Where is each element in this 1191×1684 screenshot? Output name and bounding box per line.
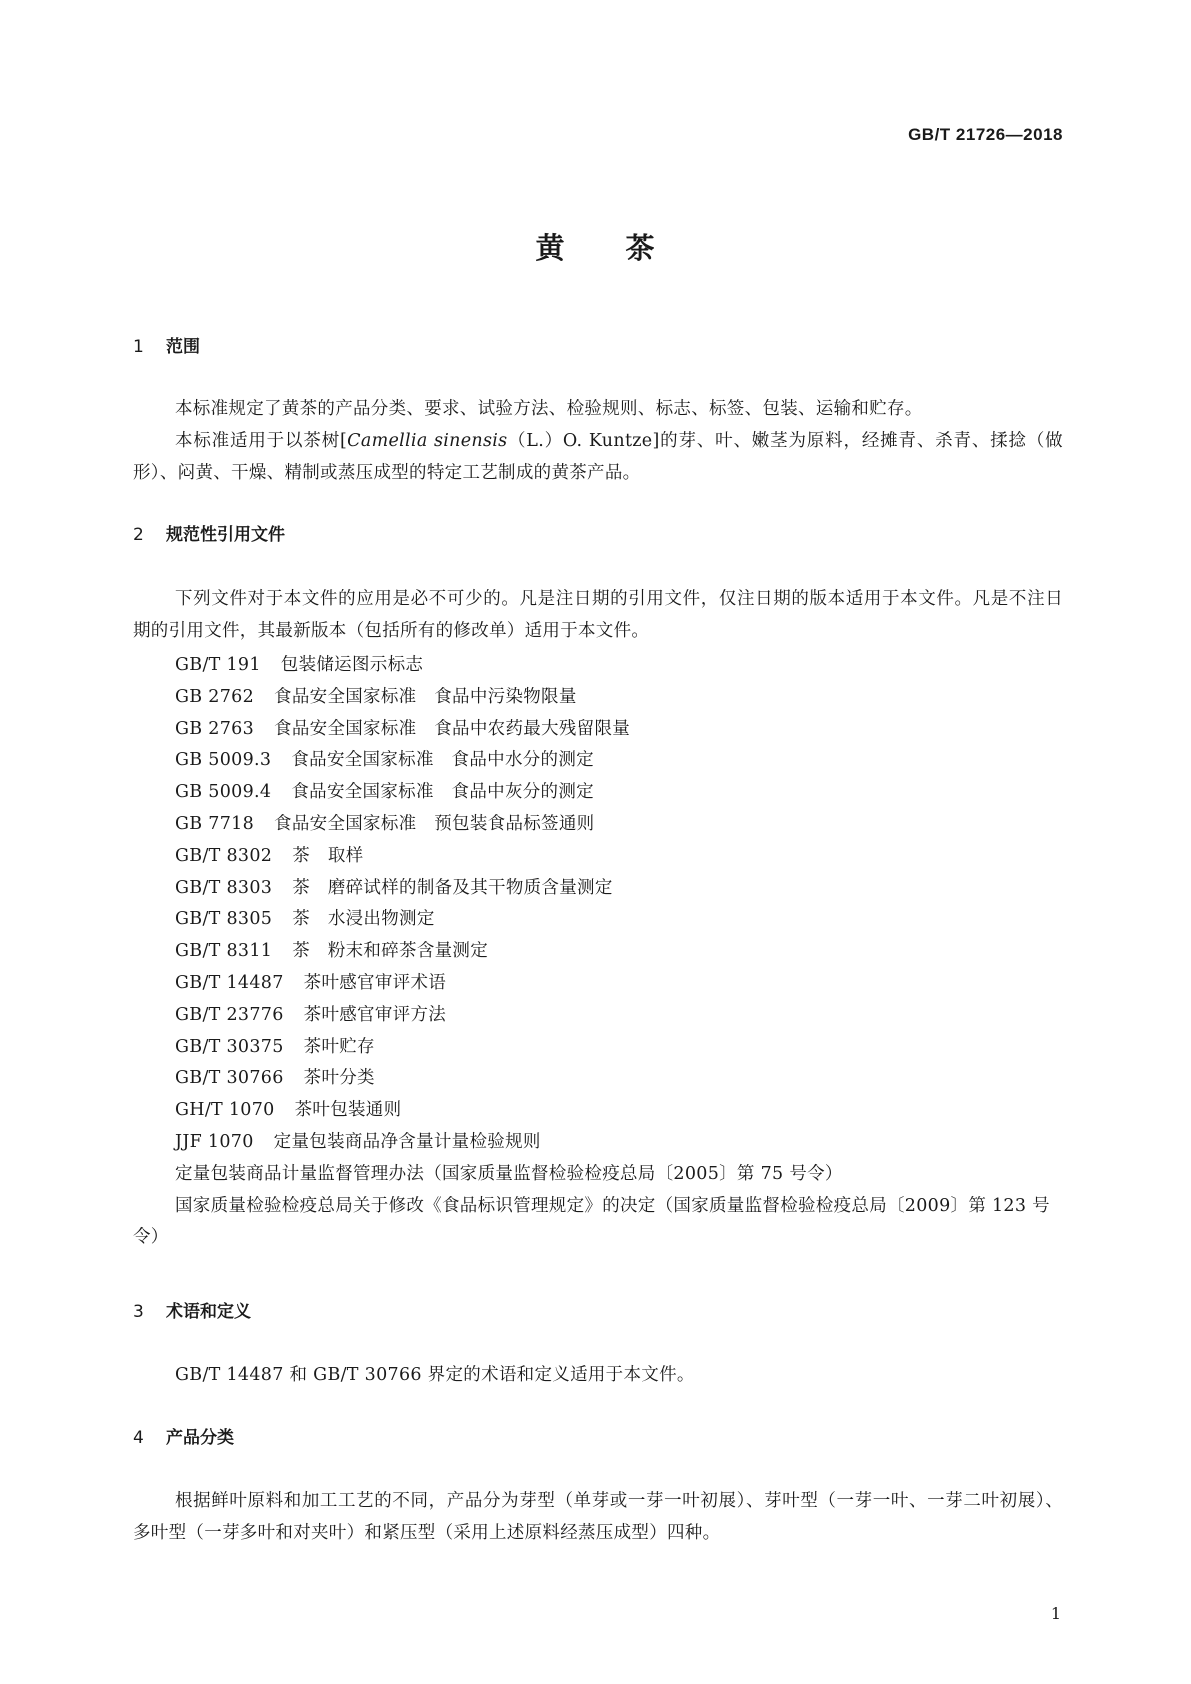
- reference-title: 茶叶感官审评方法: [303, 1004, 447, 1025]
- reference-item: [133, 1127, 1063, 1159]
- scope-text-before: 本标准适用于以茶树[: [175, 431, 348, 451]
- section-1-heading: [133, 337, 200, 357]
- reference-code: GB/T 30375: [175, 1036, 284, 1057]
- reference-code: GB 2762: [175, 686, 255, 707]
- reference-title: 食品安全国家标准 食品中水分的测定: [291, 750, 594, 771]
- classification-paragraph: 根据鲜叶原料和加工工艺的不同，产品分为芽型（单芽或一芽一叶初展）、芽叶型（一芽一叶、一芽二叶初展）、多叶型（一芽多叶和对夹叶）和紧压型（采用上述原料经蒸压成型）四种。: [133, 1491, 1063, 1543]
- section-number: 1: [133, 337, 144, 357]
- section-title: 范围: [166, 337, 200, 357]
- reference-title: 茶 水浸出物测定: [292, 909, 435, 930]
- reference-code: GB 2763: [175, 718, 255, 739]
- reference-code: GB/T 8303: [175, 877, 273, 898]
- reference-code: GB/T 23776: [175, 1004, 284, 1025]
- reference-code: GB 5009.3: [175, 750, 272, 771]
- reference-item: [133, 745, 1063, 777]
- reference-title: 食品安全国家标准 食品中污染物限量: [274, 686, 577, 707]
- reference-item: [133, 650, 1063, 682]
- reference-title: 茶叶包装通则: [294, 1100, 402, 1121]
- reference-title: 茶 磨碎试样的制备及其干物质含量测定: [292, 877, 613, 898]
- reference-code: GB/T 14487: [175, 972, 284, 993]
- scope-paragraph-2: [133, 426, 1063, 490]
- reference-item: [133, 904, 1063, 936]
- reference-item: [133, 1063, 1063, 1095]
- reference-item: [133, 873, 1063, 905]
- references-intro: 下列文件对于本文件的应用是必不可少的。凡是注日期的引用文件，仅注日期的版本适用于本文件。凡是不注日期的引用文件，其最新版本（包括所有的修改单）适用于本文件。: [133, 589, 1063, 641]
- reference-code: JJF 1070: [175, 1131, 254, 1152]
- reference-title: 茶 取样: [292, 845, 364, 866]
- reference-item: [133, 1095, 1063, 1127]
- reference-list: [133, 650, 1063, 1254]
- document-title: 黄 茶: [535, 231, 656, 265]
- reference-title: 定量包装商品净含量计量检验规则: [273, 1131, 541, 1152]
- reference-code: GB/T 191: [175, 655, 261, 675]
- scientific-name-genus: Camellia: [347, 431, 428, 451]
- reference-item: [133, 809, 1063, 841]
- reference-title: 茶叶贮存: [303, 1036, 375, 1057]
- reference-code: GB/T 8302: [175, 845, 273, 866]
- section-number: 2: [133, 525, 144, 545]
- reference-code: GH/T 1070: [175, 1100, 275, 1121]
- section-3-heading: [133, 1302, 251, 1322]
- reference-title: 包装储运图示标志: [280, 655, 424, 675]
- reference-title: 食品安全国家标准 预包装食品标签通则: [274, 813, 595, 834]
- terms-paragraph: GB/T 14487 和 GB/T 30766 界定的术语和定义适用于本文件。: [175, 1365, 695, 1385]
- reference-item: [133, 777, 1063, 809]
- reference-title: 食品安全国家标准 食品中灰分的测定: [291, 782, 594, 803]
- reference-item: [133, 936, 1063, 968]
- reference-item: [133, 968, 1063, 1000]
- reference-item: [133, 1032, 1063, 1064]
- reference-code: GB 5009.4: [175, 782, 272, 803]
- section-title: 产品分类: [166, 1428, 234, 1448]
- reference-code: GB/T 8305: [175, 909, 273, 930]
- reference-code: GB/T 8311: [175, 941, 273, 962]
- reference-item: 定量包装商品计量监督管理办法（国家质量监督检验检疫总局〔2005〕第 75 号令）: [175, 1163, 843, 1184]
- reference-title: 茶叶分类: [303, 1068, 375, 1089]
- scope-paragraph-1: 本标准规定了黄茶的产品分类、要求、试验方法、检验规则、标志、标签、包装、运输和贮存。: [175, 399, 923, 419]
- reference-item: [133, 714, 1063, 746]
- section-number: 3: [133, 1302, 144, 1322]
- reference-item: [133, 841, 1063, 873]
- section-title: 规范性引用文件: [166, 525, 285, 545]
- reference-item: [133, 682, 1063, 714]
- reference-title: 茶叶感官审评术语: [303, 972, 447, 993]
- section-2-heading: [133, 525, 285, 545]
- reference-code: GB 7718: [175, 813, 255, 834]
- reference-title: 食品安全国家标准 食品中农药最大残留限量: [274, 718, 631, 739]
- scientific-name-species: sinensis: [433, 431, 508, 451]
- scope-text-after: （L.）O. Kuntze]的芽、叶、嫩茎为原料，经摊青、杀青、揉捻（做形）、闷黄、干燥、精制或蒸压成型的特定工艺制成的黄茶产品。: [133, 431, 1063, 483]
- standard-code: GB/T 21726—2018: [908, 125, 1063, 144]
- reference-item: [133, 1000, 1063, 1032]
- page-number: 1: [1050, 1604, 1061, 1623]
- section-4-heading: [133, 1428, 234, 1448]
- section-number: 4: [133, 1428, 144, 1448]
- section-title: 术语和定义: [166, 1302, 251, 1322]
- reference-code: GB/T 30766: [175, 1068, 284, 1089]
- reference-item: 国家质量检验检疫总局关于修改《食品标识管理规定》的决定（国家质量监督检验检疫总局〔2009〕第 123 号令）: [133, 1195, 1050, 1248]
- reference-title: 茶 粉末和碎茶含量测定: [292, 941, 489, 962]
